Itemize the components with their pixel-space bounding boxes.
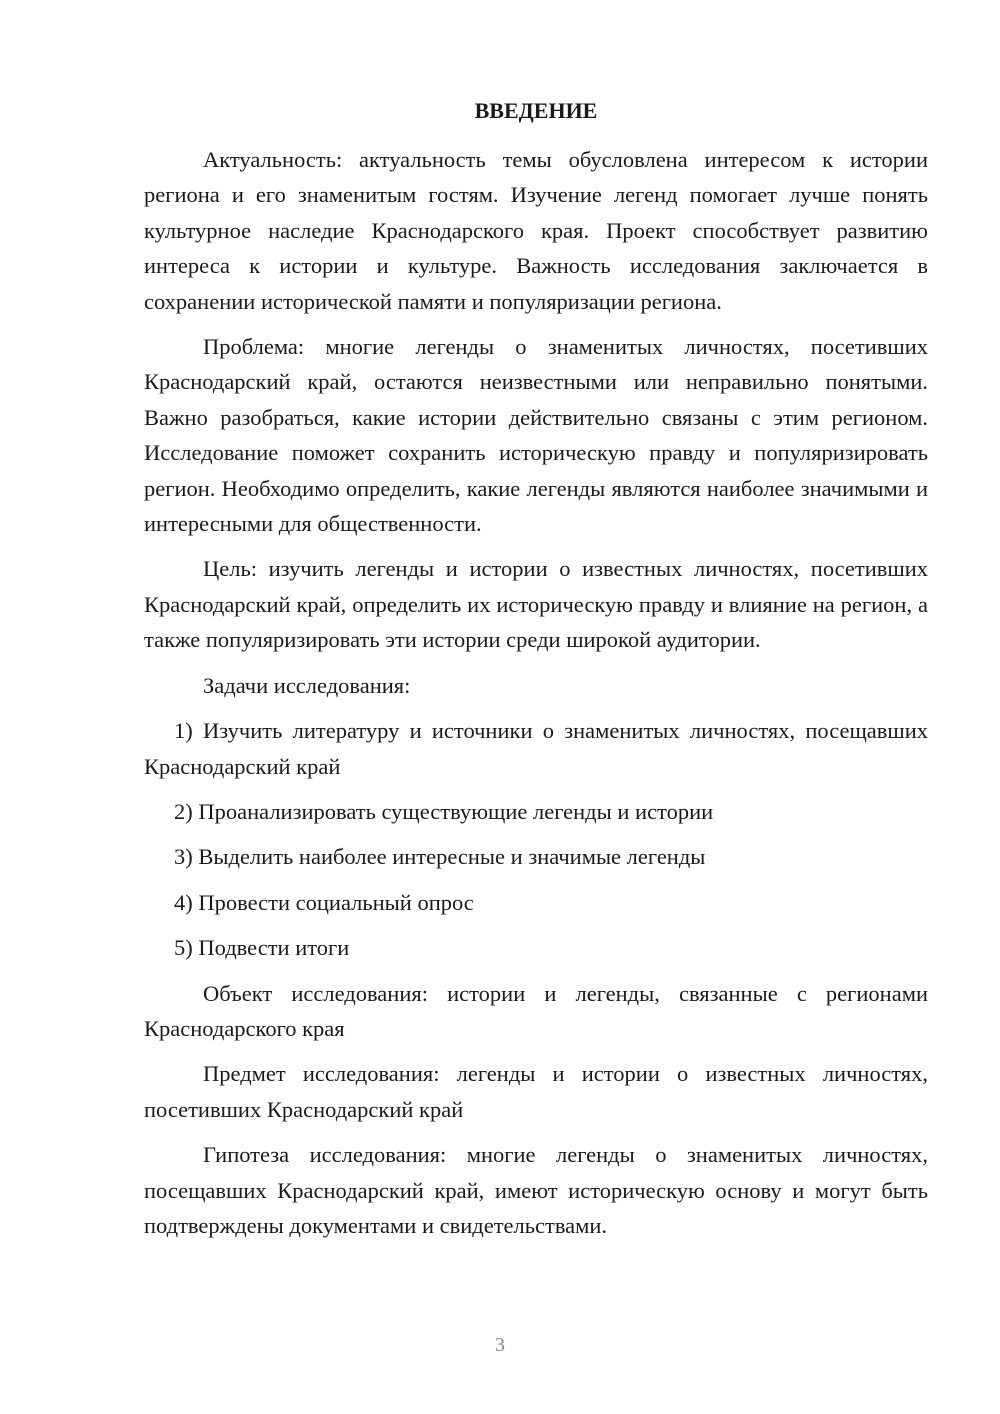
task-item: 4) Провести социальный опрос xyxy=(174,889,474,915)
paragraph-relevance: Актуальность: актуальность темы обусловлена интересом к истории региона и его знаменитым гостям. Изучение легенд помогает лучше понять культурное наследие Краснодарского края. Проект способствует развитию интереса к истории и культуре. Важность исследования заключается в сохранении исторической памяти и популяризации региона. xyxy=(144,147,928,314)
paragraph-problem: Проблема: многие легенды о знаменитых личностях, посетивших Краснодарский край, остаются неизвестными или неправильно понятыми. Важно разобраться, какие истории действительно связаны с этим регионом. Исследование поможет сохранить историческую правду и популяризировать регион. Необходимо определить, какие легенды являются наиболее значимыми и интересными для общественности. xyxy=(144,334,928,537)
task-item: 3) Выделить наиболее интересные и значимые легенды xyxy=(174,844,706,870)
page-title: ВВЕДЕНИЕ xyxy=(474,98,598,123)
paragraph-goal: Цель: изучить легенды и истории о известных личностях, посетивших Краснодарский край, определить их историческую правду и влияние на регион, а также популяризировать эти истории среди широкой аудитории. xyxy=(144,556,928,653)
paragraph-subject: Предмет исследования: легенды и истории о известных личностях, посетивших Краснодарский край xyxy=(144,1061,928,1122)
task-item: 2) Проанализировать существующие легенды и истории xyxy=(174,798,714,824)
task-item: 5) Подвести итоги xyxy=(174,935,350,961)
task-item: 1) Изучить литературу и источники о знаменитых личностях, посещавших Краснодарский край xyxy=(144,718,928,779)
page-number: 3 xyxy=(495,1334,505,1356)
tasks-heading: Задачи исследования: xyxy=(203,672,411,698)
paragraph-object: Объект исследования: истории и легенды, связанные с регионами Краснодарского края xyxy=(144,980,928,1041)
paragraph-hypothesis: Гипотеза исследования: многие легенды о знаменитых личностях, посещавших Краснодарский край, имеют историческую основу и могут быть подтверждены документами и свидетельствами. xyxy=(144,1142,928,1238)
document-body xyxy=(144,142,928,1253)
